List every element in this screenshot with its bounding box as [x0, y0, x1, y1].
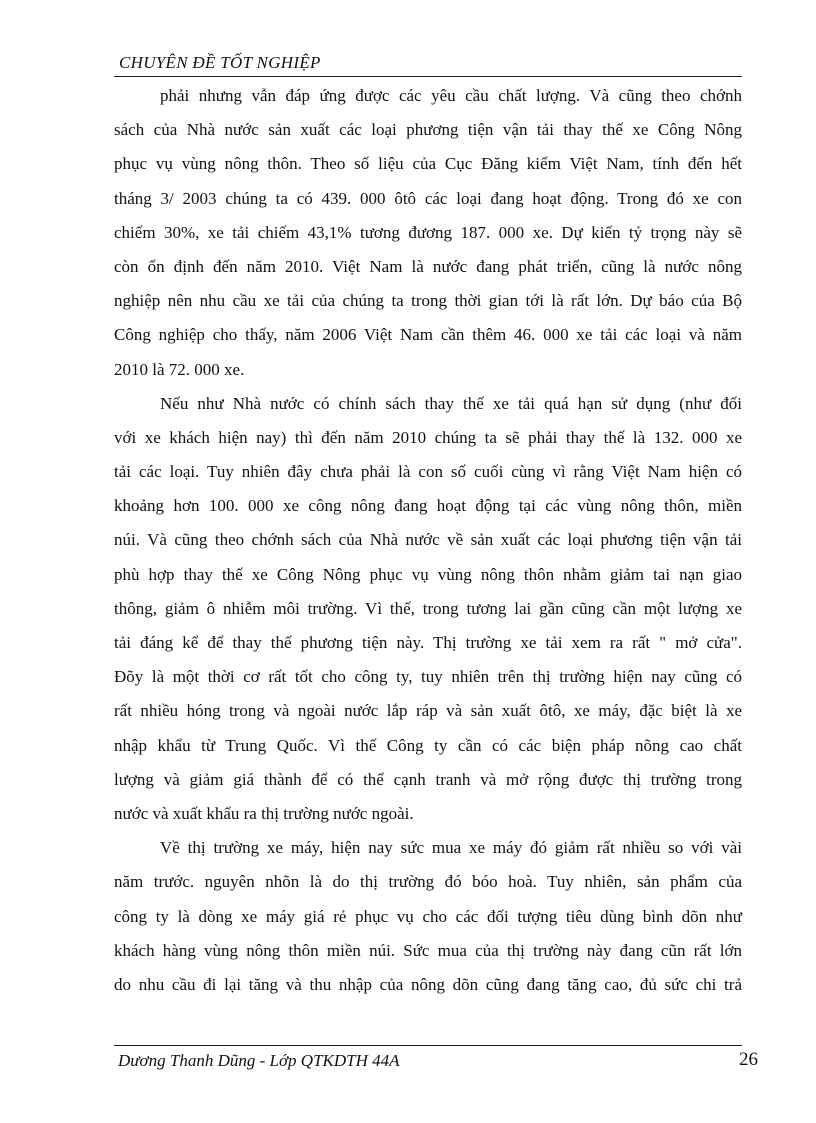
text-line: phải nhưng vẫn đáp ứng được các yêu cầu chất lượng. Và cũng theo chớnh	[160, 86, 742, 105]
text-line: lượng và giảm giá thành để có thể cạnh tranh và mở rộng được thị trường trong	[114, 769, 742, 789]
paragraph-1	[114, 79, 742, 387]
text-line: nghiệp nên nhu cầu xe tải của chúng ta trong thời gian tới là rất lớn. Dự báo của Bộ	[114, 291, 742, 311]
text-line: nước và xuất khẩu ra thị trường nước ngoài.	[114, 803, 414, 823]
text-line: với xe khách hiện nay) thì đến năm 2010 chúng ta sẽ phải thay thế là 132. 000 xe	[114, 427, 742, 447]
text-line: núi. Và cũng theo chớnh sách của Nhà nước về sản xuất các loại phương tiện vận tải	[114, 530, 742, 550]
text-line: công ty là dòng xe máy giá rẻ phục vụ cho các đối tượng tiêu dùng bình dõn như	[114, 906, 742, 926]
text-line: do nhu cầu đi lại tăng và thu nhập của nông dõn cũng đang tăng cao, đủ sức chi trả	[114, 974, 742, 994]
text-line: tháng 3/ 2003 chúng ta có 439. 000 ôtô các loại đang hoạt động. Trong đó xe con	[114, 188, 742, 208]
text-line: tải đáng kể để thay thế phương tiện này. Thị trường xe tải xem ra rất " mở cửa".	[114, 633, 742, 652]
page-footer	[114, 1045, 758, 1070]
footer-author: Dương Thanh Dũng - Lớp QTKDTH 44A	[118, 1051, 400, 1070]
text-line: tải các loại. Tuy nhiên đây chưa phải là con số cuối cùng vì rằng Việt Nam hiện có	[114, 462, 742, 482]
text-line: khách hàng vùng nông thôn miền núi. Sức mua của thị trường này đang cũn rất lớn	[114, 940, 742, 960]
text-line: phục vụ vùng nông thôn. Theo số liệu của Cục Đăng kiểm Việt Nam, tính đến hết	[114, 154, 742, 174]
text-line: Đõy là một thời cơ rất tốt cho công ty, tuy nhiên trên thị trường hiện nay cũng có	[114, 667, 742, 687]
text-line: thông, giảm ô nhiễm môi trường. Vì thế, trong tương lai gần cũng cần một lượng xe	[114, 598, 742, 618]
page-number: 26	[739, 1049, 758, 1070]
text-line: năm trước. nguyên nhõn là do thị trường đó bóo hoà. Tuy nhiên, sản phẩm của	[114, 872, 742, 892]
text-line: còn ổn định đến năm 2010. Việt Nam là nước đang phát triển, cũng là nước nông	[114, 256, 742, 276]
text-line: nhập khẩu từ Trung Quốc. Vì thế Công ty cần có các biện pháp nõng cao chất	[114, 735, 742, 755]
text-line: Về thị trường xe máy, hiện nay sức mua xe máy đó giảm rất nhiều so với vài	[160, 838, 742, 858]
text-line: chiếm 30%, xe tải chiếm 43,1% tương đương 187. 000 xe. Dự kiến tỷ trọng này sẽ	[114, 222, 742, 242]
text-line: khoảng hơn 100. 000 xe công nông đang hoạt động tại các vùng nông thôn, miền	[114, 496, 742, 516]
text-line: rất nhiều hóng trong và ngoài nước lắp ráp và sản xuất ôtô, xe máy, đặc biệt là xe	[114, 701, 742, 721]
document-body	[114, 79, 742, 1002]
paragraph-2	[114, 387, 742, 831]
page-header	[114, 52, 742, 77]
text-line: Nếu như Nhà nước có chính sách thay thế xe tải quá hạn sử dụng (như đối	[160, 393, 742, 413]
text-line: phù hợp thay thế xe Công Nông phục vụ vùng nông thôn nhằm giảm tai nạn giao	[114, 564, 742, 584]
paragraph-3	[114, 831, 742, 1002]
header-title: CHUYÊN ĐỀ TỐT NGHIỆP	[119, 53, 321, 72]
text-line: Công nghiệp cho thấy, năm 2006 Việt Nam cần thêm 46. 000 xe tải các loại và năm	[114, 325, 742, 345]
text-line: 2010 là 72. 000 xe.	[114, 359, 245, 379]
text-line: sách của Nhà nước sản xuất các loại phương tiện vận tải thay thế xe Công Nông	[114, 120, 742, 140]
